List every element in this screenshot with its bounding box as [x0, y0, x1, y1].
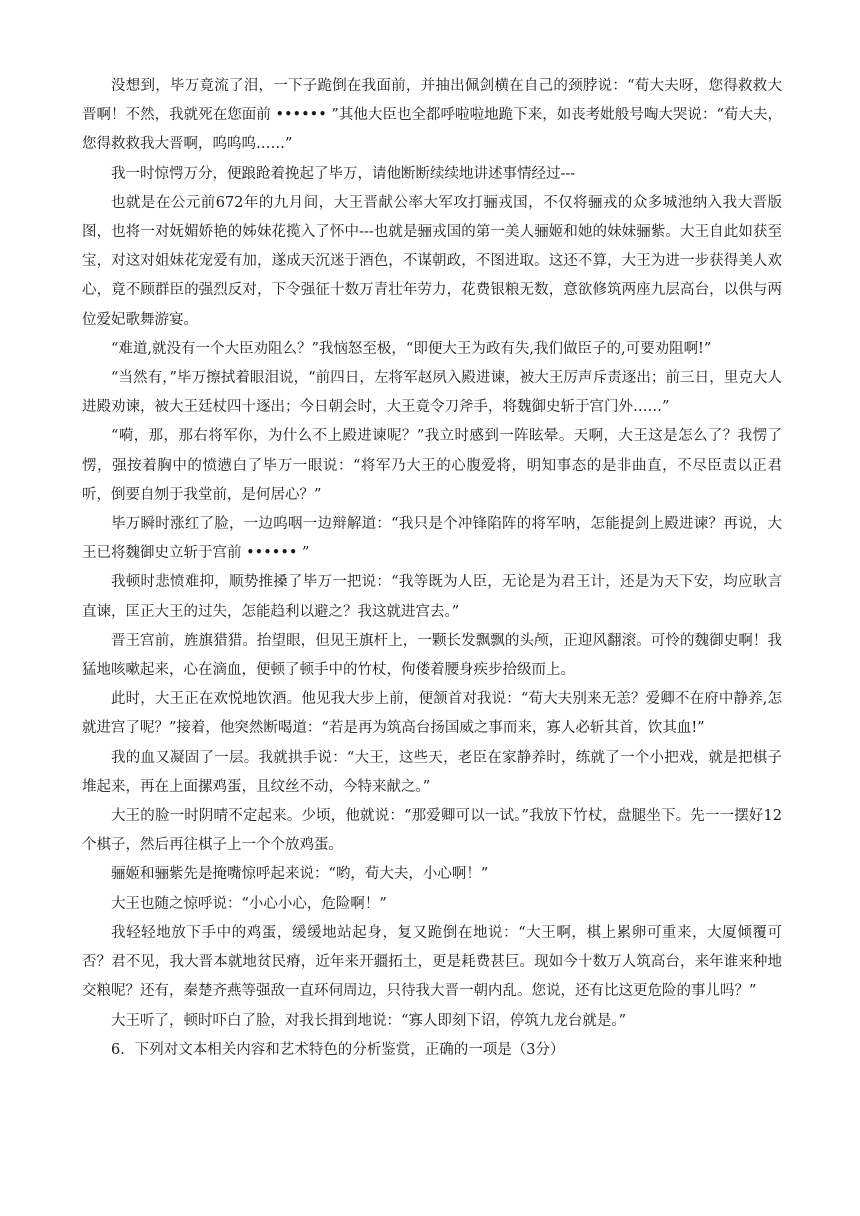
question-prompt: 6．下列对文本相关内容和艺术特色的分析鉴赏，正确的一项是（3分）	[111, 1041, 565, 1058]
paragraph: 大王也随之惊呼说：“小心小心，危险啊！”	[111, 895, 387, 912]
paragraph: 毕万瞬时涨红了脸，一边呜咽一边辩解道：“我只是个冲锋陷阵的将军呐，怎能提剑上殿进谏？再说，大王已将魏御史立斩于宫前 •••••• ”	[82, 516, 782, 562]
document-page	[82, 72, 782, 1065]
paragraph: 骊姬和骊紫先是掩嘴惊呼起来说：“哟，荀大夫，小心啊！”	[111, 866, 489, 883]
paragraph: 晋王宫前，旌旗猎猎。抬望眼，但见王旗杆上，一颗长发飘飘的头颅，正迎风翻滚。可怜的魏御史啊！我猛地咳嗽起来，心在滴血，便顿了顿手中的竹杖，佝偻着腰身疾步拾级而上。	[82, 632, 782, 679]
paragraph: 大王听了，顿时吓白了脸，对我长揖到地说：“寡人即刻下诏，停筑九龙台就是。”	[111, 1012, 627, 1029]
paragraph: 我顿时悲愤难抑，顺势推搡了毕万一把说：“我等既为人臣，无论是为君王计，还是为天下安，均应耿言直谏，匡正大王的过失，怎能趋利以避之？我这就进宫去。”	[82, 574, 782, 620]
paragraph: 我的血又凝固了一层。我就拱手说：“大王，这些天，老臣在家静养时，练就了一个小把戏，就是把棋子堆起来，再在上面摞鸡蛋，且纹丝不动，今特来献之。”	[82, 749, 782, 795]
paragraph: 大王的脸一时阴晴不定起来。少顷，他就说：“那爱卿可以一试。”我放下竹杖，盘腿坐下。先一一摆好12个棋子，然后再往棋子上一个个放鸡蛋。	[82, 808, 782, 854]
paragraph: 我轻轻地放下手中的鸡蛋，缓缓地站起身，复又跪倒在地说：“大王啊，棋上累卵可重来，大厦倾覆可否？君不见，我大晋本就地贫民瘠，近年来开疆拓土，更是耗费甚巨。现如今十数万人筑高台，来年谁来种地交粮呢？还有，秦楚齐燕等强敌一直环伺周边，只待我大晋一朝内乱。您说，还有比这更危险的事儿吗？”	[82, 924, 782, 1000]
paragraph: 也就是在公元前672年的九月间，大王晋献公率大军攻打骊戎国，不仅将骊戎的众多城池纳入我大晋版图，也将一对妩媚娇艳的姊妹花揽入了怀中---也就是骊戎国的第一美人骊姬和她的妹妹骊紫。大王自此如获至宝，对这对姐妹花宠爱有加，遂成天沉迷于酒色，不谋朝政，不图进取。这还不算，大王为进一步获得美人欢心，竟不顾群臣的强烈反对，下令强征十数万青壮年劳力，花费银粮无数，意欲修筑两座九层高台，以供与两位爱妃歌舞游宴。	[82, 194, 782, 328]
paragraph: 此时，大王正在欢悦地饮酒。他见我大步上前，便颔首对我说：“荀大夫别来无恙？爱卿不在府中静养,怎就进宫了呢？”接着，他突然断喝道：“若是再为筑高台扬国威之事而来，寡人必斩其首，饮其血!”	[82, 691, 782, 737]
paragraph: “当然有，”毕万擦拭着眼泪说，“前四日，左将军赵夙入殿进谏，被大王厉声斥责逐出；前三日，里克大人进殿劝谏，被大王廷杖四十逐出；今日朝会时，大王竟令刀斧手，将魏御史斩于宫门外……”	[82, 370, 782, 416]
paragraph: 没想到，毕万竟流了泪，一下子跪倒在我面前，并抽出佩剑横在自己的颈脖说：“荀大夫呀，您得救救大晋啊！不然，我就死在您面前 •••••• ”其他大臣也全都呼啦啦地跪下来，如丧考妣般号啕大哭说：“荀大夫，您得救救我大晋啊，呜呜呜……”	[82, 78, 782, 153]
paragraph: 我一时惊愕万分，便踉跄着挽起了毕万，请他断断续续地讲述事情经过---	[111, 165, 576, 182]
paragraph: “难道,就没有一个大臣劝阻么？”我恼怒至极，“即便大王为政有失,我们做臣子的,可要劝阻啊!”	[111, 340, 712, 357]
paragraph: “嗬，那，那右将军你，为什么不上殿进谏呢？”我立时感到一阵眩晕。天啊，大王这是怎么了？我愣了愣，强按着胸中的愤懑白了毕万一眼说：“将军乃大王的心腹爱将，明知事态的是非曲直，不尽臣责以正君听，倒要自刎于我堂前，是何居心？”	[82, 428, 782, 503]
